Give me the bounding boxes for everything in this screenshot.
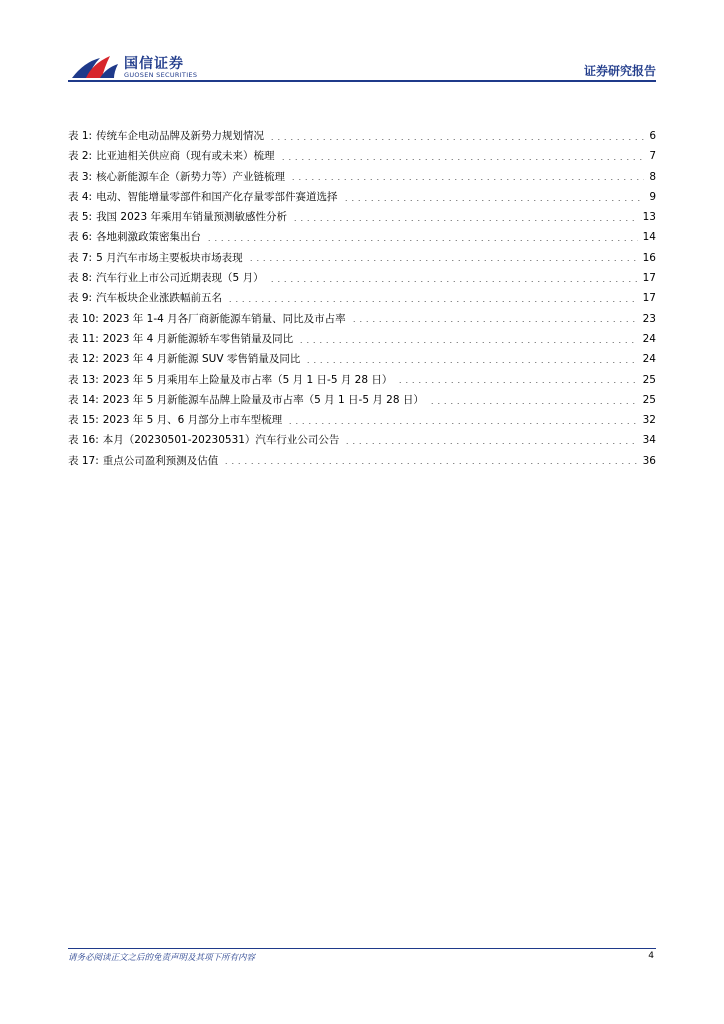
toc-leader-dots [343,200,645,201]
toc-entry[interactable] [68,390,656,410]
toc-entry-page: 7 [649,150,656,163]
toc-entry-page: 16 [642,251,656,264]
toc-entry-title: 2023 年 1-4 月各厂商新能源车销量、同比及市占率 [102,312,346,325]
toc-leader-dots [344,443,637,444]
toc-entry-page: 24 [642,353,656,366]
toc-entry-label: 表 15: [68,414,99,427]
toc-entry[interactable] [68,309,656,329]
toc-leader-dots [298,342,637,343]
toc-entry-label: 表 13: [68,373,99,386]
toc-entry-label: 表 8: [68,272,93,285]
toc-entry-page: 6 [649,130,656,142]
toc-leader-dots [287,423,637,424]
toc-entry-page: 24 [642,332,656,345]
toc-entry[interactable] [68,248,656,268]
toc-leader-dots [269,281,638,282]
toc-entry-title: 汽车板块企业涨跌幅前五名 [96,292,223,305]
toc-entry-page: 9 [649,190,656,203]
toc-entry-label: 表 7: [68,251,93,264]
toc-entry-title: 5 月汽车市场主要板块市场表现 [96,251,243,264]
toc-entry-label: 表 3: [68,170,93,183]
report-type-label: 证券研究报告 [583,64,656,78]
toc-entry-page: 25 [642,393,656,406]
page-number: 4 [648,951,654,961]
toc-entry-page: 36 [642,454,656,467]
toc-entry-title: 电动、智能增量零部件和国产化存量零部件赛道选择 [96,190,338,203]
toc-leader-dots [351,321,638,322]
toc-entry-page: 17 [642,292,656,305]
toc-leader-dots [290,179,644,180]
toc-entry-label: 表 9: [68,292,93,305]
toc-entry-page: 8 [649,170,656,183]
toc-entry-page: 32 [642,414,656,427]
toc-entry-page: 14 [642,231,656,244]
toc-entry[interactable] [68,410,656,430]
footer-divider [68,948,656,949]
toc-entry[interactable] [68,349,656,369]
toc-entry[interactable] [68,207,656,227]
toc-entry-page: 13 [642,211,656,224]
toc-entry-label: 表 4: [68,190,93,203]
toc-leader-dots [248,260,638,261]
toc-leader-dots [223,463,637,464]
toc-leader-dots [280,159,645,160]
toc-entry-title: 本月（20230501-20230531）汽车行业公司公告 [102,434,340,447]
toc-entry-title: 传统车企电动品牌及新势力规划情况 [96,130,265,142]
header-divider [68,80,656,82]
toc-entry[interactable] [68,167,656,187]
toc-entry-title: 2023 年 5 月、6 月部分上市车型梳理 [102,414,283,427]
toc-entry-title: 2023 年 4 月新能源 SUV 零售销量及同比 [102,353,301,366]
logo-text-cn: 国信证券 [124,56,184,72]
toc-entry-label: 表 6: [68,231,93,244]
toc-entry[interactable] [68,227,656,247]
toc-entry-label: 表 1: [68,130,93,142]
toc-entry-page: 23 [642,312,656,325]
toc-entry-label: 表 14: [68,393,99,406]
toc-entry-label: 表 5: [68,211,93,224]
toc-entry-title: 比亚迪相关供应商（现有或未来）梳理 [96,150,275,163]
toc-entry[interactable] [68,451,656,471]
page-header [0,0,724,90]
logo-text-en: GUOSEN SECURITIES [124,71,198,79]
toc-entry-title: 2023 年 5 月新能源车品牌上险量及市占率（5 月 1 日-5 月 28 日） [102,393,424,406]
toc-entry-label: 表 16: [68,434,99,447]
toc-leader-dots [305,362,637,363]
toc-entry-label: 表 17: [68,454,99,467]
toc-entry-label: 表 2: [68,150,93,163]
toc-entry-page: 25 [642,373,656,386]
toc-entry-page: 17 [642,272,656,285]
footer-disclaimer: 请务必阅读正文之后的免责声明及其项下所有内容 [68,953,256,963]
toc-entry-label: 表 12: [68,353,99,366]
toc-entry-label: 表 11: [68,332,99,345]
toc-entry-title: 核心新能源车企（新势力等）产业链梳理 [96,170,286,183]
toc-entry-title: 汽车行业上市公司近期表现（5 月） [96,272,264,285]
toc-entry[interactable] [68,329,656,349]
toc-entry-title: 各地刺激政策密集出台 [96,231,202,244]
toc-entry-label: 表 10: [68,312,99,325]
toc-leader-dots [429,403,638,404]
toc-entry[interactable] [68,187,656,207]
toc-entry-title: 我国 2023 年乘用车销量预测敏感性分析 [96,211,287,224]
toc-entry-title: 2023 年 5 月乘用车上险量及市占率（5 月 1 日-5 月 28 日） [102,373,393,386]
toc-entry[interactable] [68,126,656,146]
toc-leader-dots [269,139,644,140]
toc-leader-dots [292,220,638,221]
toc-entry-title: 重点公司盈利预测及估值 [102,454,219,467]
toc-leader-dots [397,382,637,383]
toc-leader-dots [206,240,638,241]
toc-entry[interactable] [68,288,656,308]
toc-entry-page: 34 [642,434,656,447]
toc-entry[interactable] [68,370,656,390]
toc-entry[interactable] [68,430,656,450]
guosen-logo-mark-icon [70,52,120,82]
toc-entry-title: 2023 年 4 月新能源轿车零售销量及同比 [102,332,294,345]
table-of-contents [68,126,656,471]
toc-entry[interactable] [68,268,656,288]
toc-leader-dots [227,301,638,302]
toc-entry[interactable] [68,146,656,166]
